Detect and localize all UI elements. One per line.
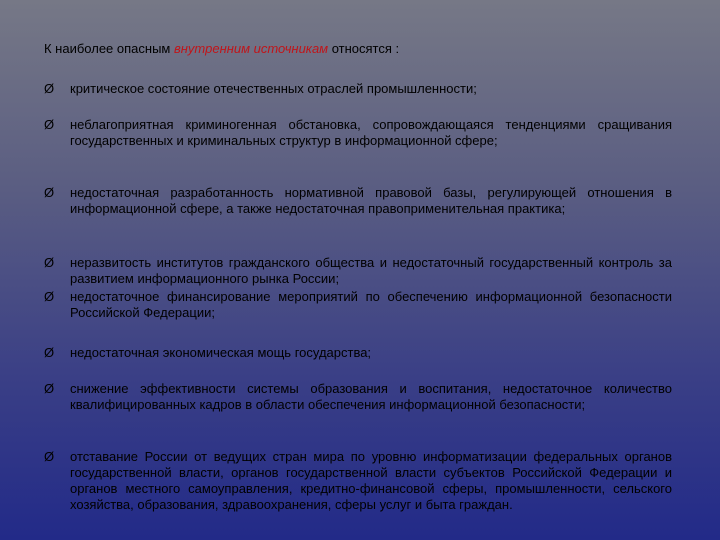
intro-text-start: К наиболее опасным <box>44 41 174 56</box>
arrow-bullet-icon: Ø <box>44 81 55 96</box>
arrow-bullet-icon: Ø <box>44 345 55 360</box>
arrow-bullet-icon: Ø <box>44 255 55 270</box>
list-item-text: недостаточное финансирование мероприятий по обеспечению информационной безопасности Российской Федерации; <box>70 289 672 320</box>
list-item-text: недостаточная экономическая мощь государства; <box>70 345 372 360</box>
intro-accent-text: внутренним источникам <box>173 41 329 56</box>
list-item <box>44 449 672 513</box>
intro-heading <box>44 41 684 57</box>
list-item <box>44 185 672 217</box>
arrow-bullet-icon: Ø <box>44 381 55 396</box>
list-item-text: отставание России от ведущих стран мира по уровню информатизации федеральных органов государственной власти, органов государственной власти субъектов Российской Федерации и органов местного самоуправления, кредитно-финансовой сферы, промышленности, сельского хозяйства, образования, здравоохранения, сферы услуг и быта граждан. <box>70 449 672 512</box>
arrow-bullet-icon: Ø <box>44 117 55 132</box>
list-item <box>44 345 672 361</box>
arrow-bullet-icon: Ø <box>44 185 55 200</box>
arrow-bullet-icon: Ø <box>44 289 55 304</box>
list-item <box>44 81 672 97</box>
list-item <box>44 289 672 321</box>
list-item-text: снижение эффективности системы образования и воспитания, недостаточное количество квалифицированных кадров в области обеспечения информационной безопасности; <box>70 381 672 412</box>
list-item <box>44 117 672 149</box>
list-item-text: недостаточная разработанность нормативной правовой базы, регулирующей отношения в информационной сфере, а также недостаточная правоприменительная практика; <box>70 185 672 216</box>
arrow-bullet-icon: Ø <box>44 449 55 464</box>
list-item <box>44 381 672 413</box>
list-item-text: неблагоприятная криминогенная обстановка, сопровождающаяся тенденциями сращивания государственных и криминальных структур в информационной сфере; <box>70 117 672 148</box>
list-item-text: критическое состояние отечественных отраслей промышленности; <box>70 81 477 96</box>
list-item <box>44 255 672 287</box>
list-item-text: неразвитость институтов гражданского общества и недостаточный государственный контроль за развитием информационного рынка России; <box>70 255 672 286</box>
intro-text-end: относятся : <box>328 41 400 56</box>
